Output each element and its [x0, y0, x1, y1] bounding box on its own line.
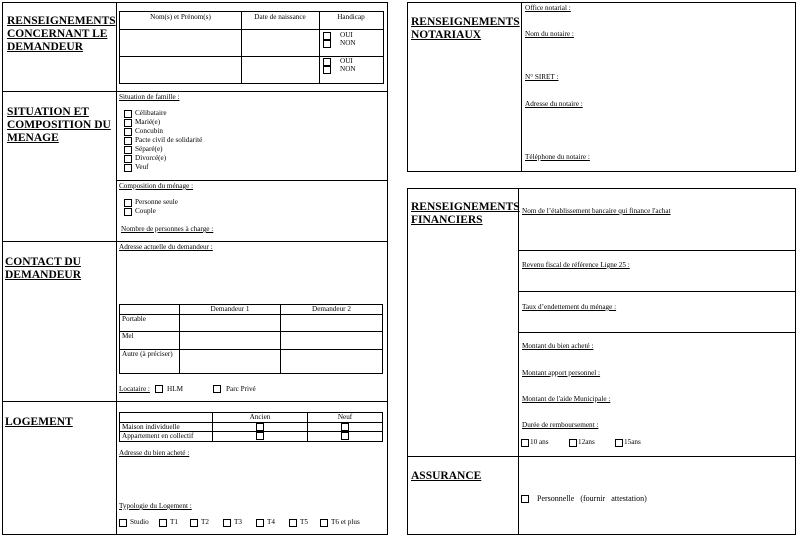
- contact-table: [119, 304, 383, 374]
- typologie-t1[interactable]: T1: [159, 518, 178, 527]
- option-marie[interactable]: Marié(e): [124, 118, 160, 127]
- checkbox[interactable]: [124, 110, 132, 118]
- col-header-ancien: Ancien: [213, 413, 308, 423]
- handicap-1-non-label: NON: [340, 39, 356, 47]
- checkbox[interactable]: [124, 119, 132, 127]
- section-title-notariaux: RENSEIGNEMENTS NOTARIAUX: [411, 16, 520, 41]
- checkbox[interactable]: [124, 146, 132, 154]
- col-header-nom: Nom(s) et Prénom(s): [150, 13, 211, 21]
- appartement-ancien-checkbox[interactable]: [256, 432, 264, 440]
- mel-demandeur-2-field[interactable]: [281, 331, 383, 349]
- autre-demandeur-2-field[interactable]: [281, 349, 383, 373]
- option-concubin[interactable]: Concubin: [124, 127, 163, 136]
- maison-neuf-checkbox[interactable]: [341, 423, 349, 431]
- apport-personnel-label: Montant apport personnel :: [522, 369, 601, 377]
- divider-contact: [2, 241, 388, 242]
- checkbox[interactable]: [223, 519, 231, 527]
- checkbox[interactable]: [124, 128, 132, 136]
- autre-demandeur-1-field[interactable]: [180, 349, 281, 373]
- adresse-bien-label: Adresse du bien acheté :: [119, 449, 190, 457]
- checkbox[interactable]: [320, 519, 328, 527]
- divider-assurance: [407, 456, 796, 457]
- checkbox[interactable]: [190, 519, 198, 527]
- option-divorce[interactable]: Divorcé(e): [124, 154, 166, 163]
- checkbox[interactable]: [124, 199, 132, 207]
- typologie-label: Typologie du Logement :: [119, 502, 192, 510]
- row-label-autre: Autre (à préciser): [120, 349, 180, 373]
- banque-label: Nom de l’établissement bancaire qui finance l'achat: [522, 207, 671, 215]
- checkbox[interactable]: [159, 519, 167, 527]
- option-celibataire[interactable]: Célibataire: [124, 109, 167, 118]
- appartement-neuf-checkbox[interactable]: [341, 432, 349, 440]
- duree-12-ans[interactable]: 12ans: [569, 438, 595, 447]
- duree-remboursement-label: Durée de remboursement :: [522, 421, 599, 429]
- typologie-t4[interactable]: T4: [256, 518, 275, 527]
- logement-table: [119, 412, 383, 442]
- office-notarial-label: Office notarial :: [525, 4, 571, 12]
- option-personne-seule[interactable]: Personne seule: [124, 198, 178, 207]
- section-title-demandeur: RENSEIGNEMENTS CONCERNANT LE DEMANDEUR: [7, 15, 116, 53]
- row-label-appartement: Appartement en collectif: [120, 432, 213, 442]
- taux-endettement-label: Taux d’endettement du ménage :: [522, 303, 617, 311]
- col-header-date-naissance: Date de naissance: [254, 13, 306, 21]
- locataire-label: Locataire :: [119, 385, 150, 393]
- portable-demandeur-2-field[interactable]: [281, 314, 383, 331]
- duree-15-ans[interactable]: 15ans: [615, 438, 641, 447]
- checkbox[interactable]: [256, 519, 264, 527]
- handicap-1-oui-checkbox[interactable]: [323, 32, 331, 40]
- checkbox[interactable]: [124, 137, 132, 145]
- handicap-2-non-label: NON: [340, 65, 356, 73]
- siret-label: N° SIRET :: [525, 73, 559, 81]
- checkbox[interactable]: [119, 519, 127, 527]
- mel-demandeur-1-field[interactable]: [180, 331, 281, 349]
- section-title-contact: CONTACT DU DEMANDEUR: [5, 256, 82, 281]
- demandeur-table: [119, 11, 384, 84]
- checkbox[interactable]: [521, 439, 529, 447]
- checkbox[interactable]: [289, 519, 297, 527]
- divider-menage: [116, 180, 388, 181]
- checkbox[interactable]: [521, 495, 529, 503]
- row-label-portable: Portable: [120, 314, 180, 331]
- adresse-notaire-label: Adresse du notaire :: [525, 100, 583, 108]
- checkbox[interactable]: [124, 208, 132, 216]
- hlm-checkbox[interactable]: [155, 385, 163, 393]
- row-label-mel: Mel: [120, 331, 180, 349]
- divider-situation: [2, 91, 388, 92]
- section-title-situation: SITUATION ET COMPOSITION DU MENAGE: [7, 106, 111, 144]
- checkbox[interactable]: [124, 164, 132, 172]
- handicap-2-oui-checkbox[interactable]: [323, 58, 331, 66]
- col-header-demandeur-2: Demandeur 2: [281, 305, 383, 315]
- typologie-t6-et-plus[interactable]: T6 et plus: [320, 518, 360, 527]
- personnes-a-charge-label: Nombre de personnes à charge :: [121, 225, 214, 233]
- left-column-divider: [116, 2, 117, 535]
- parc-prive-label: Parc Privé: [226, 385, 256, 393]
- section-title-financiers: RENSEIGNEMENTS FINANCIERS: [411, 201, 520, 226]
- assurance-personnelle[interactable]: Personnelle (fournir attestation): [521, 494, 647, 503]
- checkbox[interactable]: [569, 439, 577, 447]
- option-couple[interactable]: Couple: [124, 207, 156, 216]
- typologie-studio[interactable]: Studio: [119, 518, 149, 527]
- montant-bien-label: Montant du bien acheté :: [522, 342, 594, 350]
- situation-famille-label: Situation de famille :: [119, 93, 180, 101]
- hlm-label: HLM: [167, 385, 183, 393]
- typologie-t2[interactable]: T2: [190, 518, 209, 527]
- section-title-assurance: ASSURANCE: [411, 470, 482, 482]
- adresse-actuelle-label: Adresse actuelle du demandeur :: [119, 243, 213, 251]
- option-veuf[interactable]: Veuf: [124, 163, 149, 172]
- col-header-demandeur-1: Demandeur 1: [180, 305, 281, 315]
- row-label-maison: Maison individuelle: [120, 422, 213, 432]
- option-separe[interactable]: Séparé(e): [124, 145, 163, 154]
- nom-notaire-label: Nom du notaire :: [525, 30, 574, 38]
- revenu-fiscal-label: Revenu fiscal de référence Ligne 25 :: [522, 261, 630, 269]
- handicap-1-oui-label: OUI: [340, 31, 353, 39]
- checkbox[interactable]: [615, 439, 623, 447]
- divider-logement: [2, 401, 388, 402]
- typologie-t5[interactable]: T5: [289, 518, 308, 527]
- maison-ancien-checkbox[interactable]: [256, 423, 264, 431]
- col-header-handicap: Handicap: [337, 13, 365, 21]
- composition-menage-label: Composition du ménage :: [119, 182, 194, 190]
- option-pacs[interactable]: Pacte civil de solidarité: [124, 136, 202, 145]
- aide-municipale-label: Montant de l'aide Municipale :: [522, 395, 611, 403]
- handicap-1-non-checkbox[interactable]: [323, 40, 331, 48]
- situation-famille-options: [124, 109, 274, 175]
- telephone-notaire-label: Téléphone du notaire :: [525, 153, 590, 161]
- handicap-2-oui-label: OUI: [340, 57, 353, 65]
- parc-prive-checkbox[interactable]: [213, 385, 221, 393]
- duree-10-ans[interactable]: 10 ans: [521, 438, 549, 447]
- section-title-logement: LOGEMENT: [5, 416, 73, 428]
- col-header-neuf: Neuf: [308, 413, 383, 423]
- checkbox[interactable]: [124, 155, 132, 163]
- typologie-t3[interactable]: T3: [223, 518, 242, 527]
- portable-demandeur-1-field[interactable]: [180, 314, 281, 331]
- handicap-2-non-checkbox[interactable]: [323, 66, 331, 74]
